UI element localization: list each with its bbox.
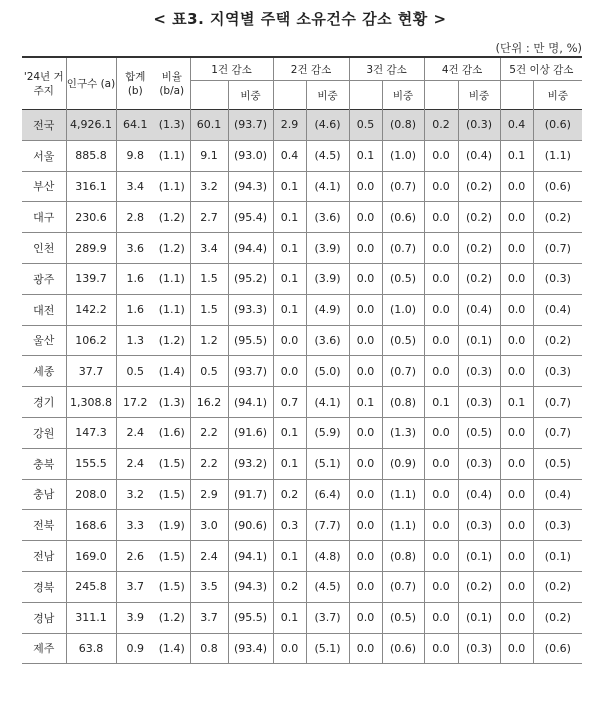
- dec2-count-cell: 0.0: [273, 325, 306, 356]
- dec4-count-cell: 0.2: [424, 110, 458, 141]
- table-row: [22, 202, 582, 233]
- dec4-count-cell: 0.0: [424, 571, 458, 602]
- dec3-share-cell: (0.6): [382, 633, 424, 664]
- table-row: [22, 417, 582, 448]
- table-body: [22, 110, 582, 664]
- dec4-count-cell: 0.0: [424, 325, 458, 356]
- dec3-share-cell: (1.3): [382, 417, 424, 448]
- header-dec1-share: 비중: [228, 81, 273, 110]
- ratio-cell: (1.6): [154, 417, 190, 448]
- dec3-share-cell: (0.5): [382, 602, 424, 633]
- dec1-count-cell: 2.2: [190, 448, 228, 479]
- region-cell: 전북: [22, 510, 66, 541]
- dec4-count-cell: 0.1: [424, 387, 458, 418]
- dec3-count-cell: 0.0: [349, 571, 382, 602]
- region-cell: 대구: [22, 202, 66, 233]
- dec3-count-cell: 0.5: [349, 110, 382, 141]
- dec2-count-cell: 0.7: [273, 387, 306, 418]
- dec2-share-cell: (4.5): [306, 571, 349, 602]
- dec4-count-cell: 0.0: [424, 479, 458, 510]
- dec1-share-cell: (95.2): [228, 263, 273, 294]
- dec2-share-cell: (5.9): [306, 417, 349, 448]
- dec1-share-cell: (94.3): [228, 171, 273, 202]
- header-region: '24년 거주지: [22, 57, 66, 110]
- dec3-share-cell: (0.5): [382, 263, 424, 294]
- population-cell: 155.5: [66, 448, 116, 479]
- header-dec2-share: 비중: [306, 81, 349, 110]
- dec5-share-cell: (0.2): [533, 202, 582, 233]
- dec2-share-cell: (4.9): [306, 294, 349, 325]
- dec5-share-cell: (0.5): [533, 448, 582, 479]
- header-dec4-count: [424, 81, 458, 110]
- population-cell: 289.9: [66, 233, 116, 264]
- dec2-share-cell: (6.4): [306, 479, 349, 510]
- dec1-share-cell: (95.4): [228, 202, 273, 233]
- dec1-share-cell: (94.1): [228, 541, 273, 572]
- dec4-count-cell: 0.0: [424, 171, 458, 202]
- dec2-count-cell: 0.1: [273, 171, 306, 202]
- dec2-share-cell: (4.8): [306, 541, 349, 572]
- ratio-cell: (1.3): [154, 110, 190, 141]
- dec5-share-cell: (0.4): [533, 294, 582, 325]
- ratio-cell: (1.5): [154, 448, 190, 479]
- header-dec5-share: 비중: [533, 81, 582, 110]
- dec4-share-cell: (0.2): [458, 263, 500, 294]
- dec5-share-cell: (0.3): [533, 356, 582, 387]
- dec3-count-cell: 0.1: [349, 140, 382, 171]
- dec3-count-cell: 0.0: [349, 233, 382, 264]
- dec1-count-cell: 3.2: [190, 171, 228, 202]
- dec5-count-cell: 0.0: [500, 233, 533, 264]
- dec5-share-cell: (1.1): [533, 140, 582, 171]
- ratio-cell: (1.2): [154, 325, 190, 356]
- dec1-count-cell: 3.0: [190, 510, 228, 541]
- population-cell: 230.6: [66, 202, 116, 233]
- region-cell: 경북: [22, 571, 66, 602]
- dec2-share-cell: (3.9): [306, 233, 349, 264]
- dec5-share-cell: (0.3): [533, 263, 582, 294]
- region-cell: 충남: [22, 479, 66, 510]
- dec1-count-cell: 9.1: [190, 140, 228, 171]
- table-row: [22, 633, 582, 664]
- table-row: [22, 541, 582, 572]
- dec3-count-cell: 0.0: [349, 171, 382, 202]
- dec3-count-cell: 0.0: [349, 602, 382, 633]
- dec3-share-cell: (1.1): [382, 479, 424, 510]
- population-cell: 147.3: [66, 417, 116, 448]
- dec3-count-cell: 0.0: [349, 294, 382, 325]
- dec2-count-cell: 0.4: [273, 140, 306, 171]
- dec5-share-cell: (0.7): [533, 417, 582, 448]
- ratio-cell: (1.1): [154, 294, 190, 325]
- table-title: < 표3. 지역별 주택 소유건수 감소 현황 >: [153, 10, 447, 28]
- dec5-share-cell: (0.2): [533, 571, 582, 602]
- dec2-count-cell: 0.1: [273, 602, 306, 633]
- table-row: [22, 263, 582, 294]
- unit-note: (단위 : 만 명, %): [495, 41, 582, 55]
- table-row: [22, 356, 582, 387]
- ratio-cell: (1.4): [154, 633, 190, 664]
- table-row: [22, 510, 582, 541]
- region-cell: 대전: [22, 294, 66, 325]
- dec4-share-cell: (0.4): [458, 479, 500, 510]
- region-cell: 전국: [22, 110, 66, 141]
- ratio-cell: (1.2): [154, 233, 190, 264]
- dec5-share-cell: (0.6): [533, 633, 582, 664]
- dec1-share-cell: (93.2): [228, 448, 273, 479]
- header-dec1-count: [190, 81, 228, 110]
- dec4-count-cell: 0.0: [424, 633, 458, 664]
- ratio-cell: (1.1): [154, 171, 190, 202]
- population-cell: 63.8: [66, 633, 116, 664]
- dec1-share-cell: (90.6): [228, 510, 273, 541]
- dec4-count-cell: 0.0: [424, 510, 458, 541]
- dec4-share-cell: (0.2): [458, 202, 500, 233]
- dec4-share-cell: (0.2): [458, 171, 500, 202]
- dec1-share-cell: (95.5): [228, 325, 273, 356]
- population-cell: 106.2: [66, 325, 116, 356]
- dec1-count-cell: 1.2: [190, 325, 228, 356]
- total-cell: 0.9: [116, 633, 154, 664]
- ratio-cell: (1.2): [154, 202, 190, 233]
- dec4-count-cell: 0.0: [424, 356, 458, 387]
- region-cell: 제주: [22, 633, 66, 664]
- dec1-share-cell: (94.1): [228, 387, 273, 418]
- dec1-count-cell: 16.2: [190, 387, 228, 418]
- region-cell: 서울: [22, 140, 66, 171]
- dec3-share-cell: (0.7): [382, 233, 424, 264]
- total-cell: 64.1: [116, 110, 154, 141]
- dec1-share-cell: (93.3): [228, 294, 273, 325]
- dec3-share-cell: (0.5): [382, 325, 424, 356]
- dec3-count-cell: 0.0: [349, 202, 382, 233]
- dec1-count-cell: 3.7: [190, 602, 228, 633]
- dec3-count-cell: 0.0: [349, 263, 382, 294]
- population-cell: 316.1: [66, 171, 116, 202]
- table-row: [22, 448, 582, 479]
- total-cell: 3.6: [116, 233, 154, 264]
- dec5-count-cell: 0.1: [500, 140, 533, 171]
- dec4-count-cell: 0.0: [424, 294, 458, 325]
- dec1-count-cell: 2.9: [190, 479, 228, 510]
- population-cell: 139.7: [66, 263, 116, 294]
- dec3-count-cell: 0.0: [349, 325, 382, 356]
- dec1-share-cell: (93.7): [228, 110, 273, 141]
- dec1-count-cell: 0.8: [190, 633, 228, 664]
- dec3-share-cell: (0.9): [382, 448, 424, 479]
- dec4-share-cell: (0.3): [458, 510, 500, 541]
- population-cell: 168.6: [66, 510, 116, 541]
- dec3-share-cell: (1.0): [382, 294, 424, 325]
- dec5-count-cell: 0.0: [500, 171, 533, 202]
- dec1-share-cell: (93.4): [228, 633, 273, 664]
- dec2-count-cell: 0.1: [273, 294, 306, 325]
- dec3-share-cell: (0.7): [382, 171, 424, 202]
- table-row: [22, 140, 582, 171]
- dec3-count-cell: 0.0: [349, 479, 382, 510]
- dec3-count-cell: 0.0: [349, 356, 382, 387]
- dec1-count-cell: 3.4: [190, 233, 228, 264]
- table-row: [22, 171, 582, 202]
- dec4-count-cell: 0.0: [424, 263, 458, 294]
- dec1-count-cell: 2.2: [190, 417, 228, 448]
- total-cell: 3.7: [116, 571, 154, 602]
- dec2-share-cell: (5.1): [306, 633, 349, 664]
- dec5-count-cell: 0.0: [500, 448, 533, 479]
- dec5-share-cell: (0.7): [533, 233, 582, 264]
- dec5-count-cell: 0.0: [500, 294, 533, 325]
- dec4-share-cell: (0.3): [458, 356, 500, 387]
- dec5-count-cell: 0.0: [500, 356, 533, 387]
- header-dec3-share: 비중: [382, 81, 424, 110]
- dec2-count-cell: 0.1: [273, 263, 306, 294]
- table-row: [22, 571, 582, 602]
- population-cell: 245.8: [66, 571, 116, 602]
- dec2-count-cell: 0.2: [273, 479, 306, 510]
- region-cell: 부산: [22, 171, 66, 202]
- total-cell: 2.8: [116, 202, 154, 233]
- total-cell: 1.6: [116, 263, 154, 294]
- dec2-count-cell: 0.0: [273, 356, 306, 387]
- total-cell: 2.4: [116, 417, 154, 448]
- dec5-count-cell: 0.0: [500, 541, 533, 572]
- dec5-share-cell: (0.6): [533, 171, 582, 202]
- table-row: [22, 233, 582, 264]
- dec3-count-cell: 0.0: [349, 510, 382, 541]
- dec1-count-cell: 1.5: [190, 294, 228, 325]
- dec5-count-cell: 0.1: [500, 387, 533, 418]
- table-row: [22, 387, 582, 418]
- table-row: [22, 110, 582, 141]
- dec2-share-cell: (4.5): [306, 140, 349, 171]
- dec5-count-cell: 0.4: [500, 110, 533, 141]
- dec2-count-cell: 0.1: [273, 541, 306, 572]
- total-cell: 3.9: [116, 602, 154, 633]
- dec4-share-cell: (0.3): [458, 448, 500, 479]
- dec1-share-cell: (93.7): [228, 356, 273, 387]
- dec2-share-cell: (4.6): [306, 110, 349, 141]
- total-cell: 3.4: [116, 171, 154, 202]
- dec2-count-cell: 0.1: [273, 233, 306, 264]
- region-cell: 경기: [22, 387, 66, 418]
- dec1-count-cell: 0.5: [190, 356, 228, 387]
- dec1-share-cell: (94.3): [228, 571, 273, 602]
- dec4-count-cell: 0.0: [424, 417, 458, 448]
- ratio-cell: (1.1): [154, 263, 190, 294]
- dec4-share-cell: (0.3): [458, 110, 500, 141]
- ratio-cell: (1.3): [154, 387, 190, 418]
- dec5-count-cell: 0.0: [500, 263, 533, 294]
- dec2-share-cell: (5.0): [306, 356, 349, 387]
- dec1-share-cell: (95.5): [228, 602, 273, 633]
- dec1-count-cell: 2.4: [190, 541, 228, 572]
- population-cell: 37.7: [66, 356, 116, 387]
- table-header: [22, 57, 582, 110]
- dec4-share-cell: (0.1): [458, 602, 500, 633]
- header-population: 인구수 (a): [66, 57, 116, 110]
- table-row: [22, 479, 582, 510]
- region-cell: 강원: [22, 417, 66, 448]
- dec4-count-cell: 0.0: [424, 140, 458, 171]
- total-cell: 3.3: [116, 510, 154, 541]
- dec2-share-cell: (3.6): [306, 202, 349, 233]
- dec2-share-cell: (3.9): [306, 263, 349, 294]
- dec2-share-cell: (5.1): [306, 448, 349, 479]
- dec1-share-cell: (93.0): [228, 140, 273, 171]
- dec5-share-cell: (0.1): [533, 541, 582, 572]
- table-row: [22, 602, 582, 633]
- dec4-count-cell: 0.0: [424, 602, 458, 633]
- header-dec4: 4건 감소: [424, 57, 500, 81]
- dec3-count-cell: 0.0: [349, 417, 382, 448]
- dec3-share-cell: (1.0): [382, 140, 424, 171]
- dec1-share-cell: (91.6): [228, 417, 273, 448]
- dec5-share-cell: (0.6): [533, 110, 582, 141]
- region-cell: 경남: [22, 602, 66, 633]
- dec2-count-cell: 2.9: [273, 110, 306, 141]
- dec5-share-cell: (0.2): [533, 602, 582, 633]
- dec5-count-cell: 0.0: [500, 633, 533, 664]
- dec2-share-cell: (3.7): [306, 602, 349, 633]
- housing-decrease-table: [22, 56, 582, 664]
- dec4-share-cell: (0.1): [458, 541, 500, 572]
- dec3-count-cell: 0.1: [349, 387, 382, 418]
- dec5-count-cell: 0.0: [500, 510, 533, 541]
- dec4-share-cell: (0.1): [458, 325, 500, 356]
- dec4-share-cell: (0.2): [458, 571, 500, 602]
- total-cell: 2.6: [116, 541, 154, 572]
- dec3-share-cell: (1.1): [382, 510, 424, 541]
- dec5-share-cell: (0.2): [533, 325, 582, 356]
- region-cell: 인천: [22, 233, 66, 264]
- dec5-count-cell: 0.0: [500, 571, 533, 602]
- total-cell: 1.3: [116, 325, 154, 356]
- header-dec5: 5건 이상 감소: [509, 63, 574, 76]
- header-dec3: 3건 감소: [349, 57, 424, 81]
- region-cell: 전남: [22, 541, 66, 572]
- ratio-cell: (1.5): [154, 479, 190, 510]
- dec3-count-cell: 0.0: [349, 448, 382, 479]
- total-cell: 2.4: [116, 448, 154, 479]
- dec4-count-cell: 0.0: [424, 233, 458, 264]
- population-cell: 1,308.8: [66, 387, 116, 418]
- header-dec2-count: [273, 81, 306, 110]
- dec2-count-cell: 0.1: [273, 202, 306, 233]
- dec2-share-cell: (7.7): [306, 510, 349, 541]
- dec4-share-cell: (0.4): [458, 294, 500, 325]
- dec4-count-cell: 0.0: [424, 448, 458, 479]
- dec3-count-cell: 0.0: [349, 633, 382, 664]
- ratio-cell: (1.5): [154, 571, 190, 602]
- dec2-count-cell: 0.1: [273, 417, 306, 448]
- ratio-cell: (1.1): [154, 140, 190, 171]
- population-cell: 142.2: [66, 294, 116, 325]
- dec5-share-cell: (0.4): [533, 479, 582, 510]
- region-cell: 광주: [22, 263, 66, 294]
- total-cell: 0.5: [116, 356, 154, 387]
- dec5-count-cell: 0.0: [500, 202, 533, 233]
- dec2-count-cell: 0.0: [273, 633, 306, 664]
- dec2-share-cell: (3.6): [306, 325, 349, 356]
- dec1-count-cell: 3.5: [190, 571, 228, 602]
- dec4-share-cell: (0.3): [458, 387, 500, 418]
- dec2-count-cell: 0.2: [273, 571, 306, 602]
- dec4-share-cell: (0.2): [458, 233, 500, 264]
- dec3-share-cell: (0.7): [382, 571, 424, 602]
- population-cell: 208.0: [66, 479, 116, 510]
- ratio-cell: (1.9): [154, 510, 190, 541]
- total-cell: 3.2: [116, 479, 154, 510]
- dec5-share-cell: (0.3): [533, 510, 582, 541]
- population-cell: 4,926.1: [66, 110, 116, 141]
- dec5-count-cell: 0.0: [500, 602, 533, 633]
- header-dec1: 1건 감소: [190, 57, 273, 81]
- dec2-share-cell: (4.1): [306, 171, 349, 202]
- dec1-count-cell: 1.5: [190, 263, 228, 294]
- table-row: [22, 325, 582, 356]
- dec5-count-cell: 0.0: [500, 479, 533, 510]
- header-dec3-count: [349, 81, 382, 110]
- ratio-cell: (1.2): [154, 602, 190, 633]
- total-cell: 9.8: [116, 140, 154, 171]
- dec4-share-cell: (0.4): [458, 140, 500, 171]
- region-cell: 울산: [22, 325, 66, 356]
- dec5-count-cell: 0.0: [500, 325, 533, 356]
- header-total: 합계 (b): [125, 70, 146, 97]
- dec3-share-cell: (0.8): [382, 541, 424, 572]
- header-dec5-count: [500, 81, 533, 110]
- population-cell: 311.1: [66, 602, 116, 633]
- population-cell: 169.0: [66, 541, 116, 572]
- dec5-share-cell: (0.7): [533, 387, 582, 418]
- dec1-share-cell: (91.7): [228, 479, 273, 510]
- dec3-count-cell: 0.0: [349, 541, 382, 572]
- header-dec4-share: 비중: [458, 81, 500, 110]
- dec4-count-cell: 0.0: [424, 541, 458, 572]
- dec1-share-cell: (94.4): [228, 233, 273, 264]
- dec3-share-cell: (0.6): [382, 202, 424, 233]
- ratio-cell: (1.4): [154, 356, 190, 387]
- dec2-count-cell: 0.3: [273, 510, 306, 541]
- population-cell: 885.8: [66, 140, 116, 171]
- region-cell: 세종: [22, 356, 66, 387]
- dec1-count-cell: 60.1: [190, 110, 228, 141]
- dec3-share-cell: (0.8): [382, 387, 424, 418]
- dec3-share-cell: (0.7): [382, 356, 424, 387]
- dec2-share-cell: (4.1): [306, 387, 349, 418]
- table-row: [22, 294, 582, 325]
- dec5-count-cell: 0.0: [500, 417, 533, 448]
- ratio-cell: (1.5): [154, 541, 190, 572]
- dec4-count-cell: 0.0: [424, 202, 458, 233]
- region-cell: 충북: [22, 448, 66, 479]
- dec4-share-cell: (0.5): [458, 417, 500, 448]
- dec2-count-cell: 0.1: [273, 448, 306, 479]
- total-cell: 1.6: [116, 294, 154, 325]
- header-ratio: 비율 (b/a): [154, 57, 190, 110]
- header-dec2: 2건 감소: [273, 57, 349, 81]
- dec4-share-cell: (0.3): [458, 633, 500, 664]
- dec1-count-cell: 2.7: [190, 202, 228, 233]
- dec3-share-cell: (0.8): [382, 110, 424, 141]
- total-cell: 17.2: [116, 387, 154, 418]
